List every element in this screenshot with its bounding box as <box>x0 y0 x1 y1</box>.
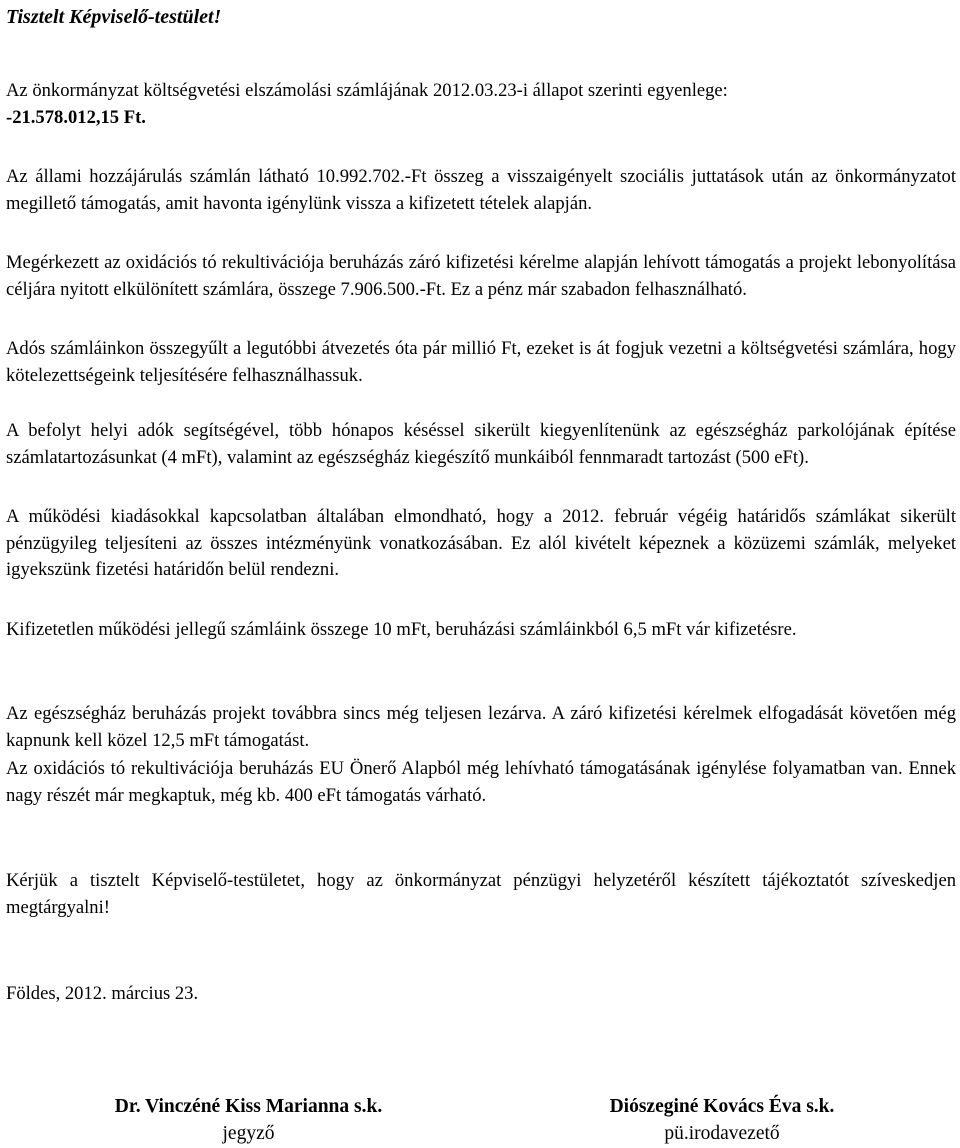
paragraph-unpaid-invoices: Kifizetetlen működési jellegű számláink összege 10 mFt, beruházási számláinkból 6,5 mFt vár kifizetésre. <box>6 619 797 640</box>
paragraph-state-grant: Az állami hozzájárulás számlán látható 10.992.702.-Ft összeg a visszaigényelt szociális juttatások után az önkormányzatot megillető támogatás, amit havonta igénylünk vissza a kifizetett tételek alapján. <box>6 166 956 214</box>
paragraph-health-center-project: Az egészségház beruházás projekt továbbra sincs még teljesen lezárva. A záró kifizetési kérelmek elfogadását követően még kapnunk kell közel 12,5 mFt támogatást. <box>6 703 956 751</box>
signature-block-office-head <box>576 1093 868 1147</box>
balance-text: Az önkormányzat költségvetési elszámolási számlájának 2012.03.23-i állapot szerinti egyenlege: <box>6 80 728 101</box>
paragraph-debtor-accounts: Adós számláinkon összegyűlt a legutóbbi átvezetés óta pár millió Ft, ezeket is át fogjuk vezetni a költségvetési számlára, hogy kötelezettségeink teljesítésére felhasználhassuk. <box>6 338 956 386</box>
paragraph-balance <box>6 78 956 131</box>
signature-role-office-head: pü.irodavezető <box>664 1123 780 1144</box>
salutation-heading: Tisztelt Képviselő-testület! <box>6 6 222 28</box>
signature-name-office-head: Diószeginé Kovács Éva s.k. <box>609 1096 835 1117</box>
paragraph-eu-fund: Az oxidációs tó rekultivációja beruházás EU Önerő Alapból még lehívható támogatásának igénylése folyamatban van. Ennek nagy részét már megkaptuk, még kb. 400 eFt támogatás várható. <box>6 758 956 806</box>
balance-amount: -21.578.012,15 Ft. <box>6 106 146 128</box>
signature-name-notary: Dr. Vinczéné Kiss Marianna s.k. <box>114 1096 383 1117</box>
signature-block-notary <box>76 1093 421 1147</box>
paragraph-operating-expenses: A működési kiadásokkal kapcsolatban általában elmondható, hogy a 2012. február végéig határidős számlákat sikerült pénzügyileg teljesíteni az összes intézményünk vonatkozásában. Ez alól kivételt képeznek a közüzemi számlák, melyeket igyekszünk fizetési határidőn belül rendezni. <box>6 506 956 581</box>
paragraph-local-taxes: A befolyt helyi adók segítségével, több hónapos késéssel sikerült kiegyenlítenünk az egészségház parkolójának építése számlatartozásunkat (4 mFt), valamint az egészségház kiegészítő munkáiból fennmaradt tartozást (500 eFt). <box>6 420 956 468</box>
signature-role-notary: jegyző <box>222 1123 275 1144</box>
paragraph-request: Kérjük a tisztelt Képviselő-testületet, hogy az önkormányzat pénzügyi helyzetéről készített tájékoztatót szíveskedjen megtárgyalni! <box>6 870 956 918</box>
paragraph-oxidation-pond-payment: Megérkezett az oxidációs tó rekultivációja beruházás záró kifizetési kérelme alapján lehívott támogatás a projekt lebonyolítása céljára nyitott elkülönített számlára, összege 7.906.500.-Ft. Ez a pénz már szabadon felhasználható. <box>6 252 956 300</box>
place-and-date: Földes, 2012. március 23. <box>6 983 199 1004</box>
